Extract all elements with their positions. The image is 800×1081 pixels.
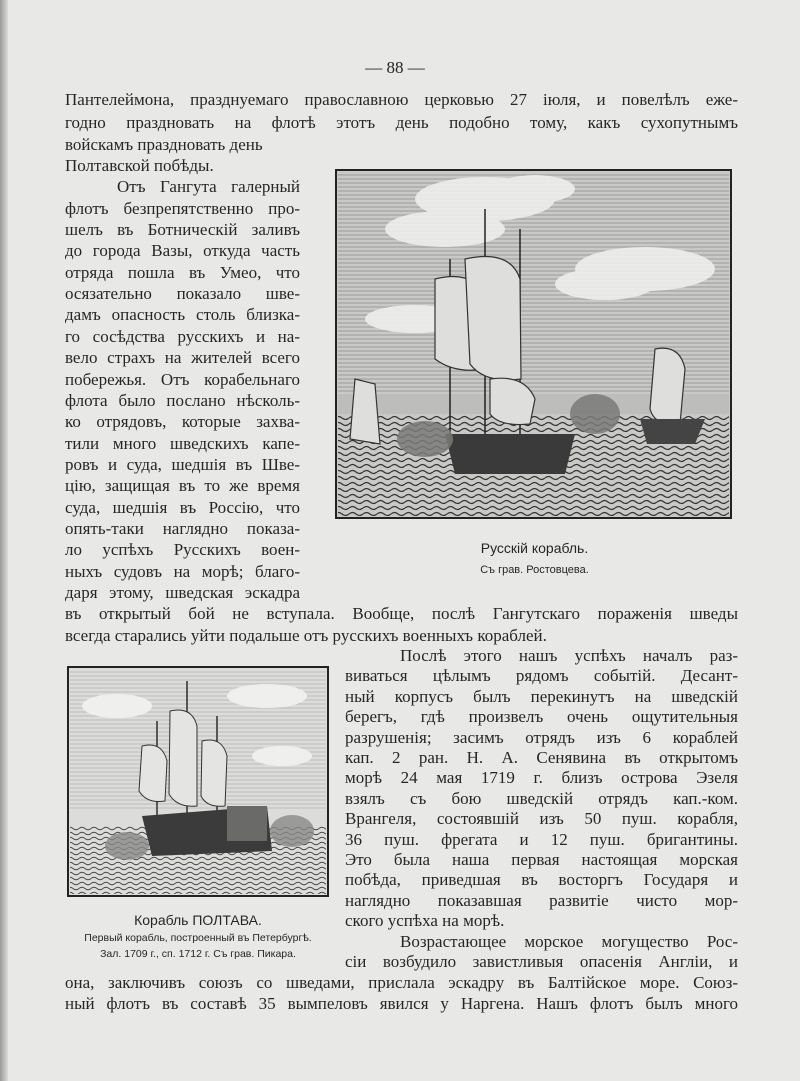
text-line: шелъ въ Ботническій заливъ	[65, 220, 300, 240]
text-line: флота было послано нѣсколь-	[65, 390, 300, 410]
text-line: всегда старались уйти подальше отъ русскихъ военныхъ кораблей.	[65, 625, 547, 645]
text-line: го сосѣдства русскихъ и на-	[65, 326, 300, 346]
text-line: кап. 2 ран. Н. А. Сенявина въ открытомъ	[345, 748, 738, 767]
text-line: Отъ Гангута галерный	[117, 177, 300, 197]
text-line: ского успѣха на морѣ.	[345, 911, 505, 931]
text-line: Врангеля, состоявшій изъ 50 пуш. корабля,	[345, 809, 738, 829]
text-line: вело страхъ на жителей всего	[65, 348, 300, 368]
text-line: 36 пуш. фрегата и 12 пуш. бригантины.	[345, 829, 738, 849]
text-line: тили много шведскихъ капе-	[65, 433, 300, 453]
text-line: Пантелеймона, празднуемаго православною церковью 27 іюля, и повелѣлъ еже-	[65, 90, 738, 109]
text-line: суда, шедшія въ Россію, что	[65, 497, 300, 517]
text-line: опять-таки наглядно показа-	[65, 518, 300, 538]
text-line: побѣда, приведшая въ восторгъ Государя и	[345, 870, 738, 890]
text-line: флотъ безпрепятственно про-	[65, 198, 300, 218]
text-line: Возрастающее морское могущество Рос-	[400, 931, 738, 951]
text-line: годно праздновать на флотѣ этотъ день подобно тому, какъ сухопутнымъ	[65, 112, 738, 132]
text-line: она, заключивъ союзъ со шведами, прислала эскадру въ Балтійское море. Союз-	[65, 973, 738, 992]
text-line: морѣ 24 мая 1719 г. близъ острова Эзеля	[345, 768, 738, 788]
poltava-caption-line2: Первый корабль, построенный въ Петербургѣ.	[84, 932, 312, 944]
text-line: побережья. Отъ корабельнаго	[65, 369, 300, 389]
text-line: Полтавской побѣды.	[65, 156, 214, 175]
russian-ship-caption-title: Русскій корабль.	[480, 540, 589, 556]
text-line: Послѣ этого нашъ успѣхъ началъ раз-	[400, 646, 738, 665]
text-line: цію, защищая въ то же время	[65, 476, 300, 496]
page-number: — 88 —	[365, 58, 425, 77]
text-line: ный флотъ въ составѣ 35 вымпеловъ явился у Наргена. Нашъ флотъ былъ много	[65, 993, 738, 1013]
russian-ship-engraving	[335, 169, 732, 519]
text-line: взялъ съ бою шведскій отрядъ кап.-ком.	[345, 788, 738, 808]
text-line: отряда пошла въ Умео, что	[65, 262, 300, 282]
poltava-caption-line3: Зал. 1709 г., сп. 1712 г. Съ грав. Пикара.	[100, 948, 296, 960]
text-line: Это была наша первая настоящая морская	[345, 850, 738, 869]
text-line: виваться цѣлымъ рядомъ событій. Десант-	[345, 666, 738, 686]
text-line: наглядно показавшая развитіе чисто мор-	[345, 890, 738, 910]
text-line: ровъ и суда, шедшія въ Шве-	[65, 454, 300, 474]
page-edge-shadow	[0, 0, 8, 1081]
text-line: ло успѣхъ Русскихъ воен-	[65, 540, 300, 560]
text-line: ный корпусъ былъ перекинутъ на шведскій	[345, 686, 738, 706]
text-line: сіи возбудило завистливыя опасенія Англіи, и	[345, 952, 738, 971]
text-line: войскамъ праздновать день	[65, 135, 263, 154]
text-line: берегъ, гдѣ произвелъ очень ощутительныя	[345, 707, 738, 727]
text-line: ныхъ судовъ на морѣ; благо-	[65, 561, 300, 581]
text-line: въ открытый бой не вступала. Вообще, послѣ Гангутскаго пораженія шведы	[65, 604, 738, 623]
poltava-ship-engraving	[67, 666, 329, 897]
text-line: ко отрядовъ, которые захва-	[65, 412, 300, 432]
russian-ship-caption-credit: Съ грав. Ростовцева.	[480, 564, 589, 576]
text-line: до города Вазы, откуда часть	[65, 241, 300, 261]
text-line: дамъ опасность столь близка-	[65, 305, 300, 325]
text-line: осязательно показало шве-	[65, 284, 300, 304]
text-line: даря этому, шведская эскадра	[65, 583, 300, 602]
poltava-caption-title: Корабль ПОЛТАВА.	[134, 912, 262, 928]
text-line: разрушенія; засимъ отрядъ изъ 6 кораблей	[345, 727, 738, 747]
